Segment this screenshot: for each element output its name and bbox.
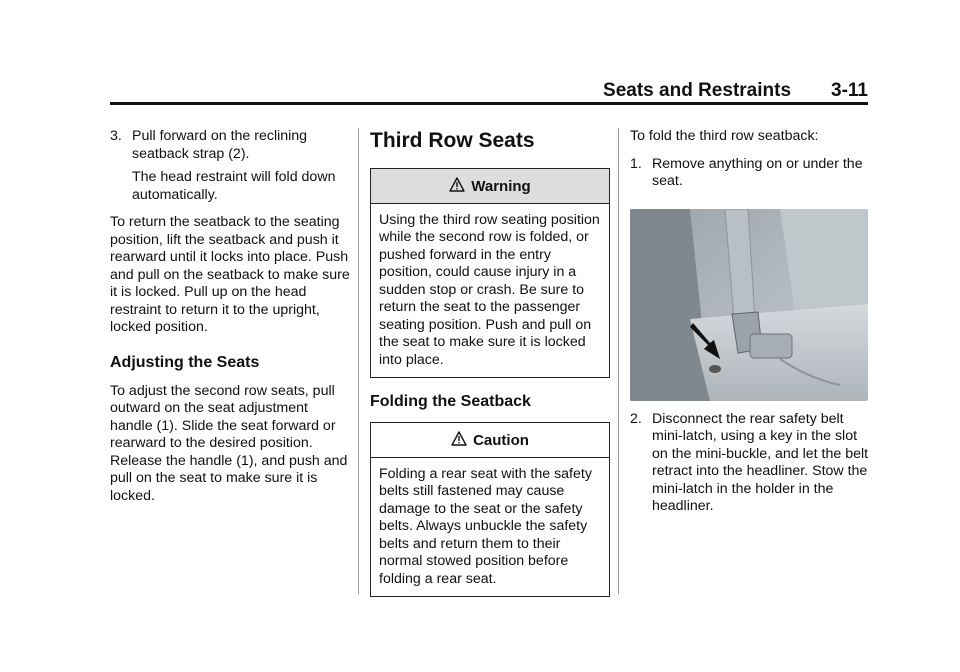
caution-body: Folding a rear seat with the safety belts still fastened may cause damage to the seat or the safety belts. Always unbuckle the safety belts and return them to their normal stowed position before folding a rear seat. — [379, 465, 592, 587]
column-3 — [630, 128, 870, 526]
section-title: Seats and Restraints — [603, 80, 792, 101]
section-subheading: Folding the Seatback — [370, 393, 531, 410]
list-text: Disconnect the rear safety belt mini-latch, using a key in the slot on the mini-buckle, and let the belt retract into the headliner. Stow the mini-latch in the holder in the headliner. — [652, 410, 869, 514]
column-1 — [110, 128, 350, 515]
paragraph: To return the seatback to the seating position, lift the seatback and push it rearward until it locks into place. Push and pull on the seatback to make sure it is locked. Pull up on the head restraint to return it to the upright, locked position. — [110, 214, 350, 335]
warning-box — [370, 168, 610, 378]
warning-body: Using the third row seating position while the second row is folded, or pushed forward in the entry position, could cause injury in a sudden stop or crash. Be sure to return the seat to the passenger seating position. Push and pull on the seat to make sure it is locked into place. — [379, 211, 600, 368]
list-item — [630, 156, 870, 191]
warning-header — [371, 169, 609, 204]
section-heading: Third Row Seats — [370, 129, 535, 152]
list-number: 2. — [630, 410, 642, 427]
warning-triangle-icon — [449, 177, 465, 197]
list-number: 3. — [110, 128, 122, 144]
list-text: Remove anything on or under the seat. — [652, 155, 863, 189]
caution-header — [371, 423, 609, 458]
page-header — [110, 80, 868, 102]
column-2 — [370, 128, 610, 611]
column-divider — [358, 128, 359, 594]
list-item — [630, 411, 870, 516]
caution-box — [370, 422, 610, 597]
section-heading: Adjusting the Seats — [110, 353, 260, 371]
warning-triangle-icon — [451, 431, 467, 451]
list-number: 1. — [630, 155, 642, 172]
caution-title: Caution — [473, 432, 529, 449]
seat-belt-illustration — [630, 209, 868, 401]
paragraph: To fold the third row seatback: — [630, 128, 819, 144]
paragraph: To adjust the second row seats, pull outward on the seat adjustment handle (1). Slide the seat forward or rearward to the desired position. Release the handle (1), and push and pull on the seat to make sure it is locked. — [110, 382, 348, 504]
list-item — [110, 128, 350, 163]
header-rule — [110, 102, 868, 105]
column-divider — [618, 128, 619, 594]
warning-title: Warning — [471, 178, 531, 195]
list-text: Pull forward on the reclining seatback strap (2). — [132, 128, 308, 162]
list-subtext: The head restraint will fold down automatically. — [132, 169, 336, 203]
page-number: 3-11 — [831, 80, 868, 101]
